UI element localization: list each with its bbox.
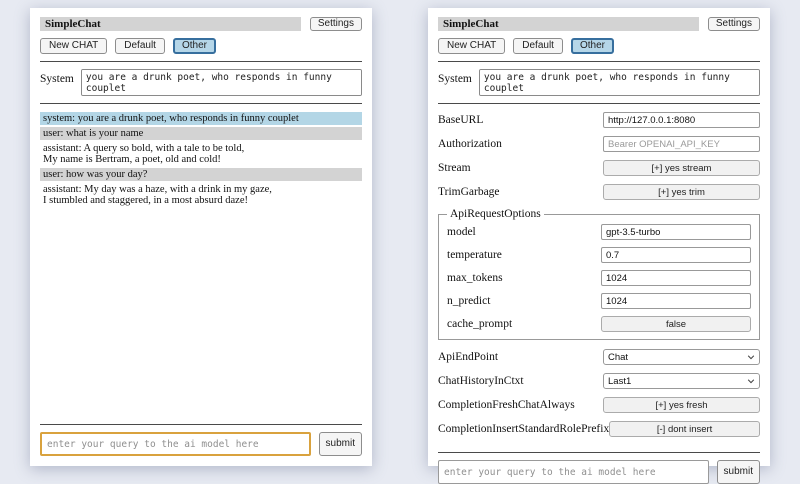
chathistoryinctxt-label: ChatHistoryInCtxt (438, 375, 524, 387)
completionfreshchatalways-label: CompletionFreshChatAlways (438, 399, 575, 411)
divider (438, 103, 760, 104)
apiendpoint-select[interactable] (603, 349, 760, 365)
chathistoryinctxt-selected-value: Last1 (608, 375, 632, 387)
message-line: assistant: A query so bold, with a tale to be told, (43, 143, 245, 154)
chat-message-user (40, 168, 362, 181)
setting-row-n-predict (447, 293, 751, 309)
baseurl-label: BaseURL (438, 114, 484, 126)
chat-message-user (40, 127, 362, 140)
chathistoryinctxt-select[interactable] (603, 373, 760, 389)
system-label: System (40, 73, 74, 85)
setting-row-max-tokens (447, 270, 751, 286)
message-line: system: you are a drunk poet, who responds in funny couplet (43, 113, 299, 124)
query-input[interactable] (438, 460, 709, 484)
apiendpoint-label: ApiEndPoint (438, 351, 499, 363)
chat-messages (40, 112, 362, 209)
setting-row-apiendpoint (438, 349, 760, 365)
settings-button[interactable]: Settings (708, 17, 760, 31)
session-buttons (438, 38, 760, 54)
session-default-button[interactable]: Default (513, 38, 563, 54)
settings-panel (428, 8, 770, 477)
chat-message-assistant (40, 183, 362, 207)
session-default-button[interactable]: Default (115, 38, 165, 54)
system-prompt-row (438, 69, 760, 96)
baseurl-input[interactable] (603, 112, 760, 128)
temperature-input[interactable] (601, 247, 751, 263)
system-prompt-input[interactable] (479, 69, 760, 96)
completioninsertstandardroleprefix-toggle-button[interactable]: [-] dont insert (609, 421, 760, 437)
apiendpoint-selected-value: Chat (608, 351, 629, 363)
submit-button[interactable]: submit (319, 432, 362, 456)
settings-list (438, 112, 760, 445)
query-row (40, 432, 362, 456)
cache-prompt-label: cache_prompt (447, 318, 513, 330)
authorization-input[interactable] (603, 136, 760, 152)
setting-row-cache-prompt (447, 316, 751, 332)
submit-button[interactable]: submit (717, 460, 760, 484)
completionfreshchatalways-toggle-button[interactable]: [+] yes fresh (603, 397, 760, 413)
stream-toggle-button[interactable]: [+] yes stream (603, 160, 760, 176)
divider (40, 424, 362, 425)
header-row (438, 17, 760, 31)
message-line: My name is Bertram, a poet, old and cold! (43, 154, 221, 165)
setting-row-completioninsertstandardroleprefix (438, 421, 760, 437)
session-new-chat-button[interactable]: New CHAT (40, 38, 107, 54)
cache-prompt-toggle-button[interactable]: false (601, 316, 751, 332)
query-row (438, 460, 760, 484)
api-request-options-legend: ApiRequestOptions (450, 208, 541, 220)
session-other-button[interactable]: Other (173, 38, 216, 54)
system-label: System (438, 73, 472, 85)
chat-message-system (40, 112, 362, 125)
session-new-chat-button[interactable]: New CHAT (438, 38, 505, 54)
message-line: assistant: My day was a haze, with a drink in my gaze, (43, 184, 272, 195)
system-prompt-input[interactable] (81, 69, 362, 96)
temperature-label: temperature (447, 249, 502, 261)
divider (438, 452, 760, 453)
empty-space (40, 209, 362, 417)
setting-row-stream (438, 160, 760, 176)
setting-row-authorization (438, 136, 760, 152)
model-input[interactable] (601, 224, 751, 240)
query-input[interactable] (40, 432, 311, 456)
max-tokens-input[interactable] (601, 270, 751, 286)
stream-label: Stream (438, 162, 471, 174)
trimgarbage-label: TrimGarbage (438, 186, 500, 198)
system-prompt-row (40, 69, 362, 96)
message-line: I stumbled and staggered, in a most absurd daze! (43, 195, 248, 206)
model-label: model (447, 226, 476, 238)
divider (438, 61, 760, 62)
session-other-button[interactable]: Other (571, 38, 614, 54)
authorization-label: Authorization (438, 138, 502, 150)
completioninsertstandardroleprefix-label: CompletionInsertStandardRolePrefix (438, 423, 610, 435)
setting-row-trimgarbage (438, 184, 760, 200)
chat-message-assistant (40, 142, 362, 166)
api-request-options-fieldset (438, 208, 760, 340)
n-predict-label: n_predict (447, 295, 491, 307)
chat-panel (30, 8, 372, 466)
chevron-down-icon (747, 353, 755, 361)
divider (40, 61, 362, 62)
header-row (40, 17, 362, 31)
app-title: SimpleChat (438, 17, 699, 31)
settings-button[interactable]: Settings (310, 17, 362, 31)
message-line: user: what is your name (43, 128, 144, 139)
setting-row-completionfreshchatalways (438, 397, 760, 413)
chevron-down-icon (747, 377, 755, 385)
trimgarbage-toggle-button[interactable]: [+] yes trim (603, 184, 760, 200)
app-title: SimpleChat (40, 17, 301, 31)
setting-row-baseurl (438, 112, 760, 128)
n-predict-input[interactable] (601, 293, 751, 309)
setting-row-model (447, 224, 751, 240)
setting-row-temperature (447, 247, 751, 263)
session-buttons (40, 38, 362, 54)
message-line: user: how was your day? (43, 169, 148, 180)
max-tokens-label: max_tokens (447, 272, 503, 284)
divider (40, 103, 362, 104)
setting-row-chathistoryinctxt (438, 373, 760, 389)
